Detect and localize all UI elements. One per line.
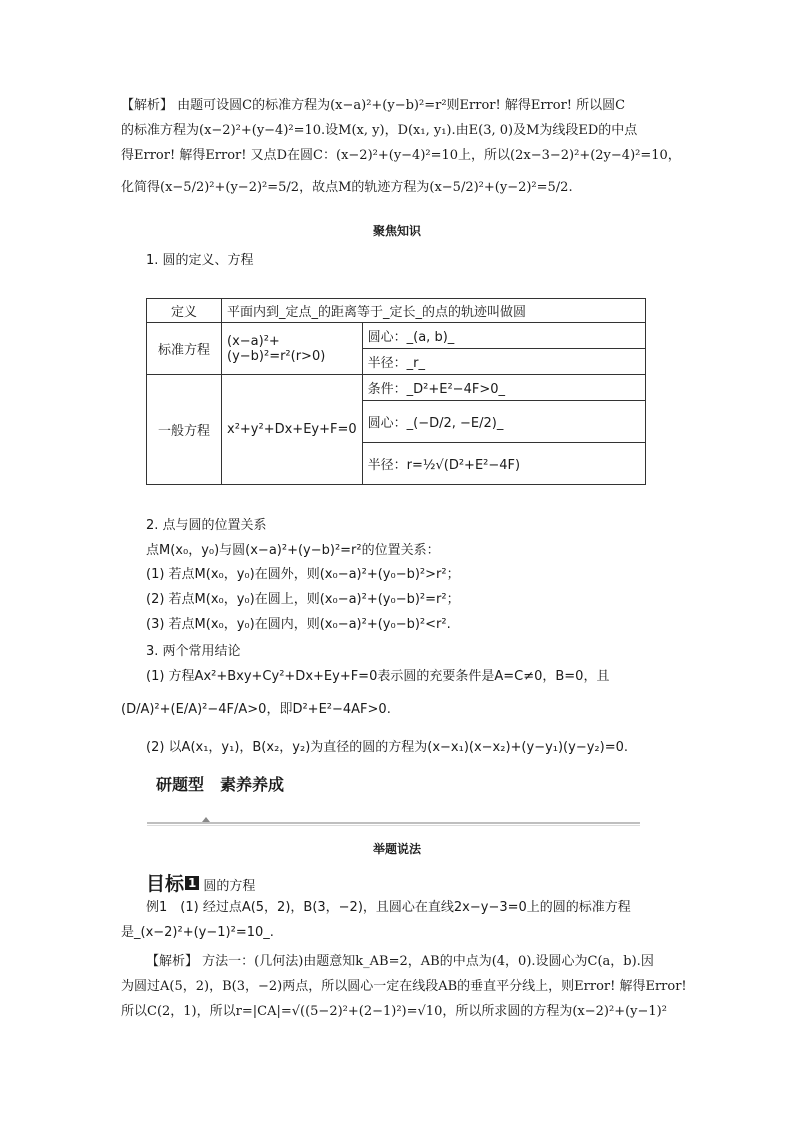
position-intro: 点M(x₀，y₀)与圆(x−a)²+(y−b)²=r²的位置关系： [146,543,440,558]
solution-line-4: 化简得(x−5/2)²+(y−2)²=5/2，故点M的轨迹方程为(x−5/2)²+(y−2)²=5/2. [121,180,573,195]
conclusion-1: (1) 方程Ax²+Bxy+Cy²+Dx+Ey+F=0表示圆的充要条件是A=C≠0，B=0，且 [146,669,610,684]
focus-knowledge-title: 聚焦知识 [372,224,421,238]
example-1-line-1: 例1 (1) 经过点A(5，2)，B(3，−2)，且圆心在直线2x−y−3=0上的圆的标准方程 [146,900,631,915]
conclusion-2: (2) 以A(x₁，y₁)，B(x₂，y₂)为直径的圆的方程为(x−x₁)(x−x₂)+(y−y₁)(y−y₂)=0. [146,740,628,755]
section-1-title: 1. 圆的定义、方程 [146,253,254,268]
section-2-title: 2. 点与圆的位置关系 [146,518,267,533]
position-item-3: (3) 若点M(x₀，y₀)在圆内，则(x₀−a)²+(y₀−b)²<r². [146,617,451,632]
example-1-line-2: 是_(x−2)²+(y−1)²=10_. [121,925,274,940]
solution-line-3: 得Error! 解得Error! 又点D在圆C：(x−2)²+(y−4)²=10上，所以(2x−3−2)²+(2y−4)²=10， [121,148,681,163]
target-label: 圆的方程 [203,879,256,894]
solution-line-1: 【解析】 由题可设圆C的标准方程为(x−a)²+(y−b)²=r²则Error! 解得Error! 所以圆C [121,98,626,113]
target-number-badge: 1 [185,876,199,890]
section-3-title: 3. 两个常用结论 [146,644,241,659]
standard-equation-label: 标准方程 [147,323,222,375]
general-equation-label: 一般方程 [147,375,222,485]
solution-line-2: 的标准方程为(x−2)²+(y−4)²=10.设M(x, y)，D(x₁, y₁).由E(3, 0)及M为线段ED的中点 [121,123,638,138]
solution-2-line-3: 所以C(2，1)，所以r=|CA|=√((5−2)²+(2−1)²)=√10，所以所求圆的方程为(x−2)²+(y−1)² [121,1004,667,1019]
solution-2-line-2: 为圆过A(5，2)，B(3，−2)两点，所以圆心一定在线段AB的垂直平分线上，则Error! 解得Error! [121,979,687,994]
general-radius: 半径：r=½√(D²+E²−4F) [362,443,645,485]
position-item-1: (1) 若点M(x₀，y₀)在圆外，则(x₀−a)²+(y₀−b)²>r²； [146,567,460,582]
definition-label: 定义 [147,299,222,323]
separator-line-shadow [147,825,640,826]
target-heading [146,869,255,896]
general-equation: x²+y²+Dx+Ey+F=0 [222,375,363,485]
conclusion-1-continued: (D/A)²+(E/A)²−4F/A>0，即D²+E²−4AF>0. [121,702,391,717]
general-condition: 条件：_D²+E²−4F>0_ [362,375,645,401]
standard-equation: (x−a)²+(y−b)²=r²(r>0) [222,323,363,375]
standard-radius: 半径：_r_ [362,349,645,375]
standard-center: 圆心：_(a, b)_ [362,323,645,349]
chapter-heading: 研题型 素养养成 [156,775,285,794]
solution-2-line-1: 【解析】 方法一：(几何法)由题意知k_AB=2，AB的中点为(4，0).设圆心为C(a，b).因 [146,954,654,969]
target-word: 目标 [146,873,185,895]
definition-text: 平面内到_定点_的距离等于_定长_的点的轨迹叫做圆 [222,299,646,323]
circle-definition-table [146,298,646,485]
position-item-2: (2) 若点M(x₀，y₀)在圆上，则(x₀−a)²+(y₀−b)²=r²； [146,592,460,607]
subheading: 举题说法 [372,842,421,856]
separator-line [147,822,640,824]
general-center: 圆心：_(−D/2, −E/2)_ [362,401,645,443]
